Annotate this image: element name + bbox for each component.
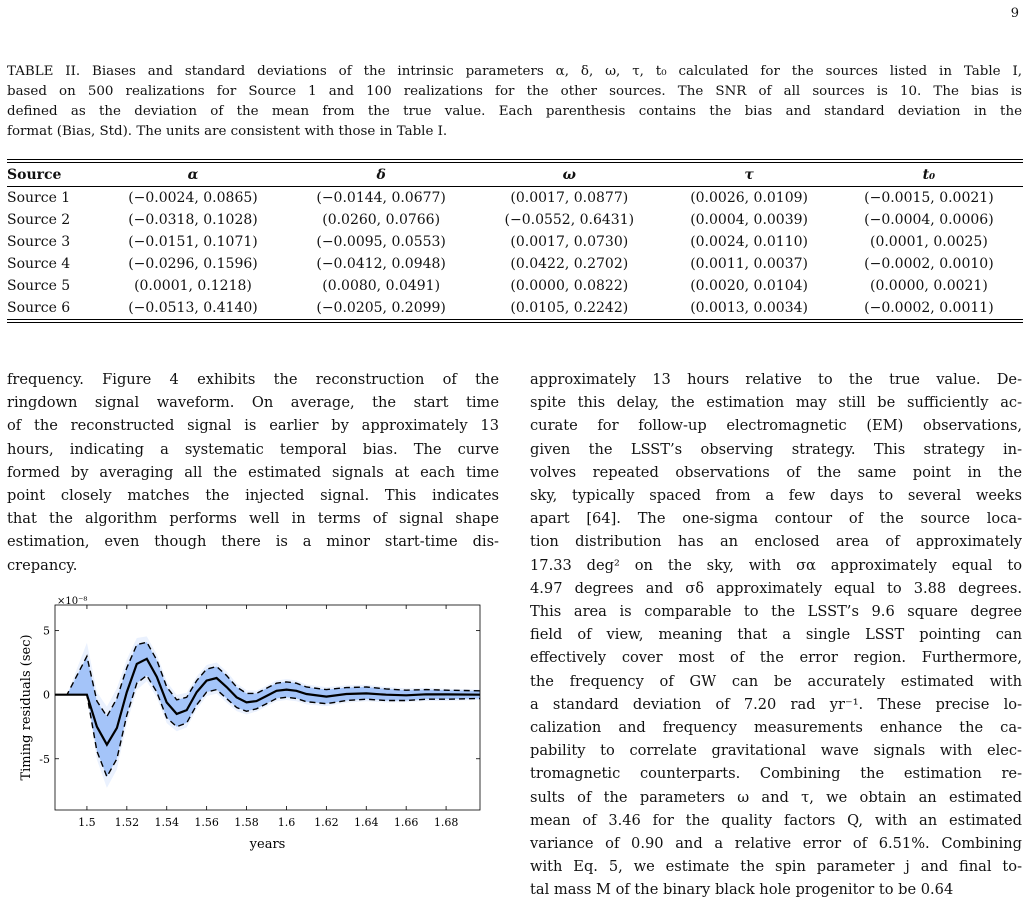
table-row <box>7 297 1023 319</box>
text-line: 4.97 degrees and σδ approximately equal to 3.88 degrees. <box>530 579 1022 597</box>
table-cell: Source 6 <box>7 300 71 316</box>
results-table <box>7 159 1023 323</box>
text-line: frequency. Figure 4 exhibits the reconstruction of the <box>7 371 499 388</box>
table-cell: (−0.0513, 0.4140) <box>128 300 258 316</box>
table-cell: (−0.0095, 0.0553) <box>316 234 446 250</box>
text-line: 17.33 deg² on the sky, with σα approximately equal to <box>530 556 1022 574</box>
table-row <box>7 231 1023 253</box>
text-line: field of view, meaning that a single LSST pointing can <box>530 626 1022 644</box>
table-bottom-rule <box>7 319 1023 323</box>
header-source: Source <box>7 166 62 183</box>
left-column-text <box>7 368 499 577</box>
caption-line: based on 500 realizations for Source 1 and 100 realizations for the other sources. The SNR of all sources is 10. The bias is <box>7 84 1022 99</box>
x-tick-label: 1.66 <box>393 816 419 829</box>
table-cell: (0.0017, 0.0730) <box>510 234 629 250</box>
table-cell: Source 3 <box>7 234 71 250</box>
text-line: ringdown signal waveform. On average, the start time <box>7 394 499 412</box>
table-cell: (0.0024, 0.0110) <box>690 234 808 250</box>
text-line: estimation, even though there is a minor start-time dis- <box>7 533 499 551</box>
table-header-row <box>7 163 1023 187</box>
y-tick-label: -5 <box>39 752 50 766</box>
table-cell: Source 2 <box>7 212 71 228</box>
x-axis-label: years <box>249 837 286 852</box>
caption-line: format (Bias, Std). The units are consistent with those in Table I. <box>7 124 448 139</box>
table-row <box>7 253 1023 275</box>
table-cell: (0.0105, 0.2242) <box>510 300 629 316</box>
table-cell: (−0.0015, 0.0021) <box>864 190 994 206</box>
header-alpha: α <box>187 166 199 183</box>
text-line: volves repeated observations of the same point in the <box>530 463 1022 481</box>
table-cell: (0.0013, 0.0034) <box>690 300 808 316</box>
text-line: the frequency of GW can be accurately estimated with <box>530 672 1022 690</box>
text-line: spite this delay, the estimation may still be sufficiently ac- <box>530 394 1022 412</box>
table-cell: (0.0020, 0.0104) <box>690 278 808 294</box>
text-line: of the reconstructed signal is earlier by approximately 13 <box>7 417 499 435</box>
table-cell: Source 1 <box>7 190 71 206</box>
table-cell: (−0.0151, 0.1071) <box>128 234 258 250</box>
table-cell: (0.0001, 0.0025) <box>869 234 988 250</box>
header-t0: t₀ <box>922 166 936 183</box>
y-scale-label: ×10⁻⁸ <box>57 596 88 607</box>
text-line: with Eq. 5, we estimate the spin parameter j and final to- <box>530 858 1022 876</box>
table-cell: (−0.0004, 0.0006) <box>864 212 994 228</box>
text-line: hours, indicating a systematic temporal bias. The curve <box>7 440 499 458</box>
text-line: calization and frequency measurements enhance the ca- <box>530 719 1022 737</box>
text-line: that the algorithm performs well in terms of signal shape <box>7 510 499 528</box>
text-line: tal mass M of the binary black hole progenitor to be 0.64 <box>530 881 954 899</box>
table-cell: (0.0026, 0.0109) <box>690 190 808 206</box>
y-axis-label: Timing residuals (sec) <box>19 634 34 781</box>
table-row <box>7 187 1023 210</box>
text-line: curate for follow-up electromagnetic (EM) observations, <box>530 417 1022 435</box>
caption-line: defined as the deviation of the mean from the true value. Each parenthesis contains the bias and standard deviation in the <box>7 104 1022 119</box>
page-number: 9 <box>1010 6 1019 21</box>
text-line: This area is comparable to the LSST’s 9.6 square degree <box>530 603 1022 621</box>
text-line: sky, typically spaced from a few days to several weeks <box>530 487 1022 505</box>
table-cell: (0.0001, 0.1218) <box>134 278 252 294</box>
table-cell: (−0.0552, 0.6431) <box>504 212 635 228</box>
table-cell: (0.0000, 0.0021) <box>869 278 988 294</box>
text-line: formed by averaging all the estimated signals at each time <box>7 463 499 481</box>
text-line: crepancy. <box>7 556 78 574</box>
header-omega: ω <box>562 166 576 183</box>
text-line: tromagnetic counterparts. Combining the estimation re- <box>530 765 1022 783</box>
text-line: effectively cover most of the error region. Furthermore, <box>530 649 1022 667</box>
table-caption <box>7 62 1022 142</box>
x-tick-label: 1.52 <box>114 816 140 829</box>
y-tick-label: 5 <box>43 624 50 638</box>
header-tau: τ <box>744 166 754 183</box>
text-line: sults of the parameters ω and τ, we obtain an estimated <box>530 788 1022 806</box>
table-cell: (0.0011, 0.0037) <box>690 256 808 272</box>
text-line: variance of 0.90 and a relative error of 6.51%. Combining <box>530 835 1022 853</box>
text-line: approximately 13 hours relative to the true value. De- <box>530 371 1022 388</box>
x-tick-label: 1.6 <box>277 816 296 829</box>
text-line: a standard deviation of 7.20 rad yr⁻¹. These precise lo- <box>530 695 1022 713</box>
table-cell: Source 4 <box>7 256 71 272</box>
table-cell: (0.0080, 0.0491) <box>322 278 441 294</box>
table-cell: (−0.0318, 0.1028) <box>128 212 258 228</box>
table-row <box>7 275 1023 297</box>
text-line: point closely matches the injected signal. This indicates <box>7 487 499 505</box>
text-line: given the LSST’s observing strategy. This strategy in- <box>530 440 1022 458</box>
ringdown-figure <box>10 595 510 865</box>
x-tick-label: 1.58 <box>234 816 259 829</box>
header-delta: δ <box>376 166 386 183</box>
x-tick-label: 1.54 <box>154 816 179 829</box>
caption-line: TABLE II. Biases and standard deviations of the intrinsic parameters α, δ, ω, τ, t₀ calculated for the sources listed in Table I, <box>7 64 1022 79</box>
table-cell: (0.0260, 0.0766) <box>322 212 441 228</box>
x-tick-label: 1.68 <box>433 816 459 829</box>
text-line: apart [64]. The one-sigma contour of the source loca- <box>530 510 1022 528</box>
right-column-text <box>530 368 1022 902</box>
x-tick-label: 1.5 <box>78 816 96 829</box>
table-cell: (0.0004, 0.0039) <box>690 212 808 228</box>
table-cell: (0.0017, 0.0877) <box>510 190 629 206</box>
x-tick-label: 1.62 <box>314 816 339 829</box>
table-cell: (−0.0002, 0.0010) <box>864 256 994 272</box>
table-cell: (−0.0144, 0.0677) <box>316 190 446 206</box>
ringdown-chart <box>10 595 510 865</box>
text-line: mean of 3.46 for the quality factors Q, with an estimated <box>530 811 1022 829</box>
table-cell: (−0.0024, 0.0865) <box>128 190 258 206</box>
text-line: tion distribution has an enclosed area of approximately <box>530 533 1022 551</box>
table-cell: (−0.0002, 0.0011) <box>864 300 994 316</box>
table-cell: (−0.0296, 0.1596) <box>128 256 258 272</box>
table-cell: (−0.0412, 0.0948) <box>316 256 446 272</box>
x-tick-label: 1.56 <box>194 816 219 829</box>
table-cell: (−0.0205, 0.2099) <box>316 300 446 316</box>
x-tick-label: 1.64 <box>354 816 379 829</box>
table-row <box>7 209 1023 231</box>
table-cell: (0.0422, 0.2702) <box>510 256 629 272</box>
y-tick-label: 0 <box>43 688 50 702</box>
table-cell: (0.0000, 0.0822) <box>510 278 629 294</box>
table-cell: Source 5 <box>7 278 71 294</box>
text-line: pability to correlate gravitational wave signals with elec- <box>530 742 1022 760</box>
